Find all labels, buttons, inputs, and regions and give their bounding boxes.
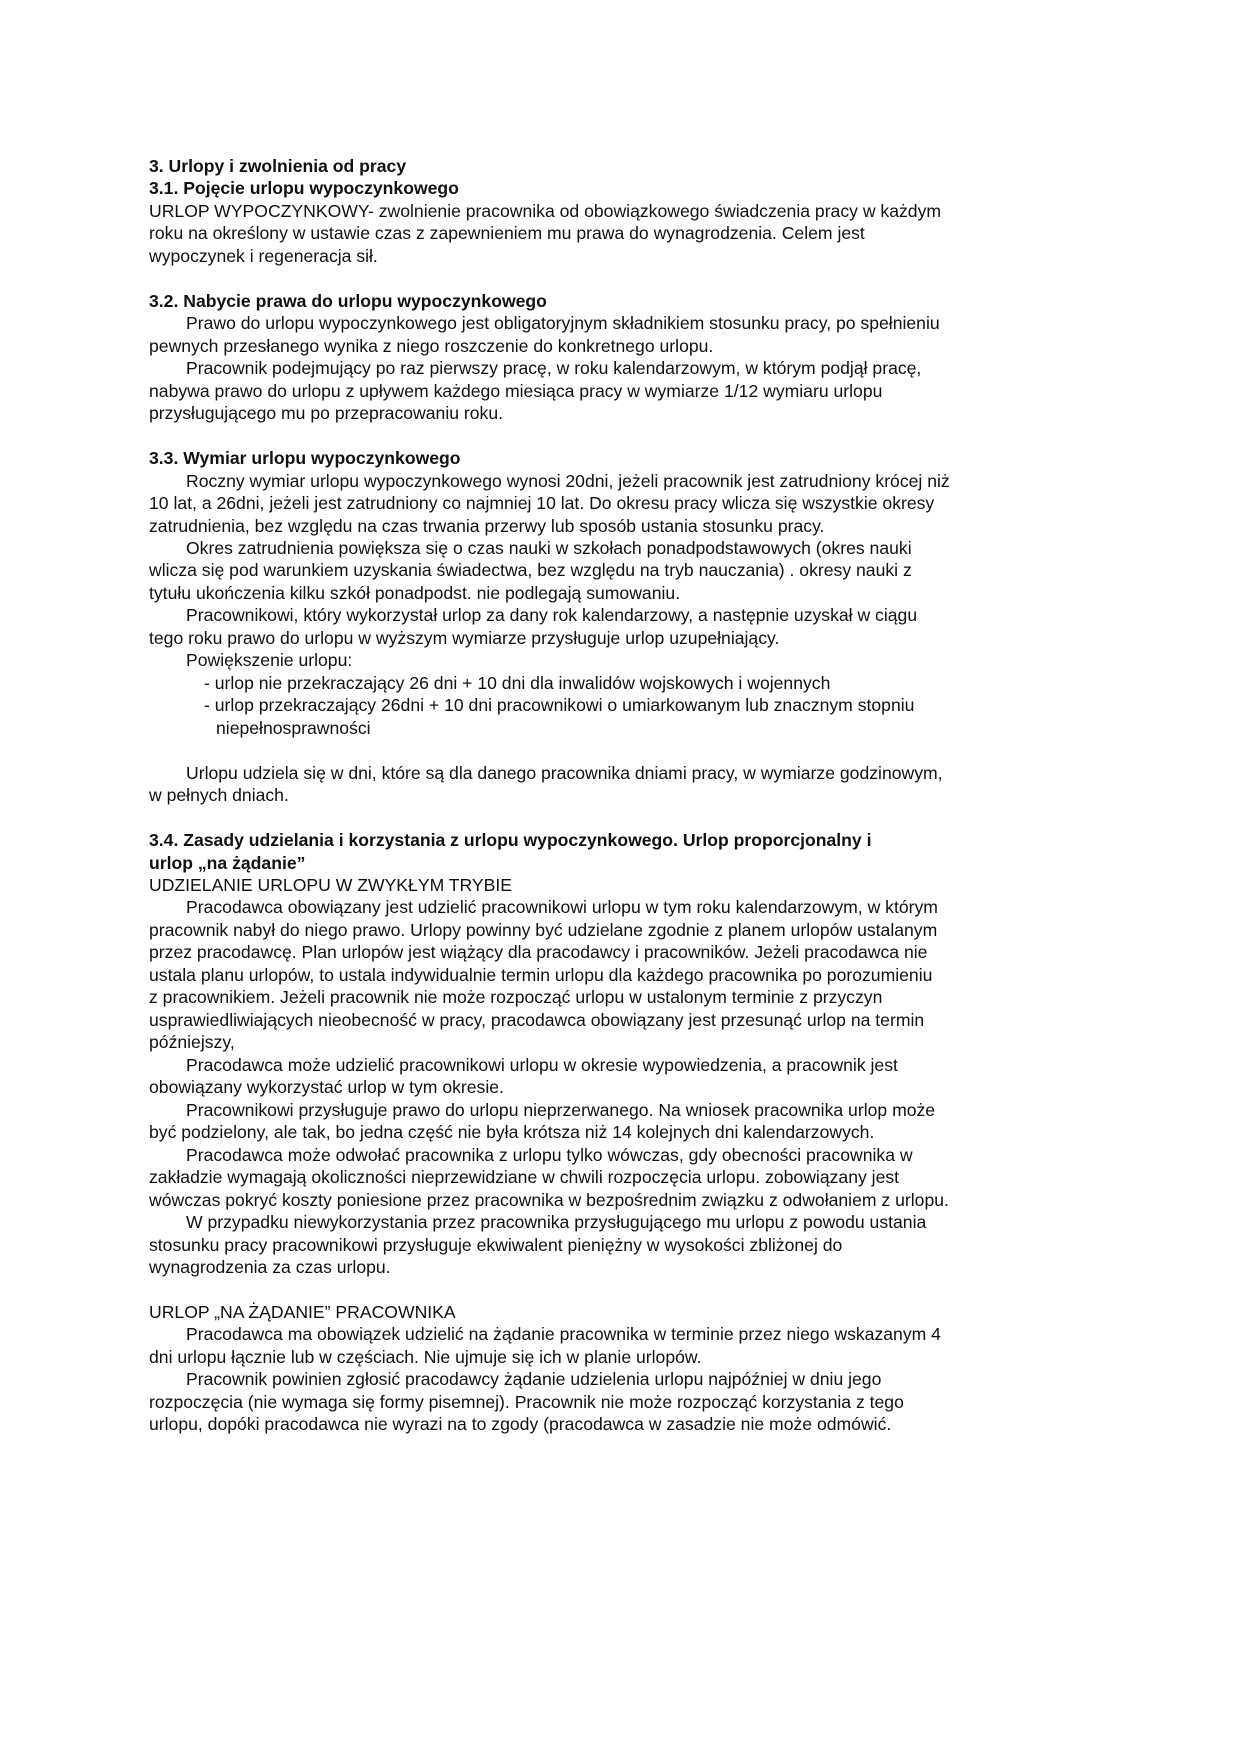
text-line: rozpoczęcia (nie wymaga się formy pisemnej). Pracownik nie może rozpocząć korzystania z tego <box>149 1391 904 1412</box>
text-line: Pracownik podejmujący po raz pierwszy pracę, w roku kalendarzowym, w którym podjął pracę, <box>186 358 922 379</box>
text-line: ustala planu urlopów, to ustala indywidualnie termin urlopu dla każdego pracownika po porozumieniu <box>149 964 933 985</box>
blank-line <box>149 807 1109 829</box>
text-line: przysługującego mu po przepracowaniu roku. <box>149 403 504 424</box>
bullet-item: - urlop nie przekraczający 26 dni + 10 dni dla inwalidów wojskowych i wojennych <box>204 672 831 693</box>
text-line: Pracodawca może udzielić pracownikowi urlopu w okresie wypowiedzenia, a pracownik jest <box>186 1054 898 1075</box>
text-line: obowiązany wykorzystać urlop w tym okresie. <box>149 1077 504 1098</box>
text-line: wówczas pokryć koszty poniesione przez pracownika w bezpośrednim związku z odwołaniem z urlopu. <box>149 1189 949 1210</box>
text-line: Prawo do urlopu wypoczynkowego jest obligatoryjnym składnikiem stosunku pracy, po spełnieniu <box>186 313 940 334</box>
text-line: URLOP „NA ŻĄDANIE” PRACOWNIKA <box>149 1301 456 1322</box>
text-line: 10 lat, a 26dni, jeżeli jest zatrudniony co najmniej 10 lat. Do okresu pracy wlicza się wszystkie okresy <box>149 493 935 514</box>
text-line: wynagrodzenia za czas urlopu. <box>149 1256 391 1277</box>
text-line: Okres zatrudnienia powiększa się o czas nauki w szkołach ponadpodstawowych (okres nauki <box>186 537 912 558</box>
text-line: Pracownikowi, który wykorzystał urlop za dany rok kalendarzowy, a następnie uzyskał w ciągu <box>186 605 918 626</box>
bullet-item: - urlop przekraczający 26dni + 10 dni pracownikowi o umiarkowanym lub znacznym stopniu <box>204 695 915 716</box>
text-line: Urlopu udziela się w dni, które są dla danego pracownika dniami pracy, w wymiarze godzinowym, <box>186 762 943 783</box>
text-line: Pracodawca obowiązany jest udzielić pracownikowi urlopu w tym roku kalendarzowym, w którym <box>186 897 938 918</box>
text-line: stosunku pracy pracownikowi przysługuje ekwiwalent pieniężny w wysokości zbliżonej do <box>149 1234 843 1255</box>
text-line: Roczny wymiar urlopu wypoczynkowego wynosi 20dni, jeżeli pracownik jest zatrudniony krócej niż <box>186 470 950 491</box>
text-line: Pracownikowi przysługuje prawo do urlopu nieprzerwanego. Na wniosek pracownika urlop może <box>186 1099 936 1120</box>
section-heading: 3.4. Zasady udzielania i korzystania z urlopu wypoczynkowego. Urlop proporcjonalny i <box>149 830 872 851</box>
section-heading: 3.1. Pojęcie urlopu wypoczynkowego <box>149 178 459 199</box>
text-line: W przypadku niewykorzystania przez pracownika przysługującego mu urlopu z powodu ustania <box>186 1212 927 1233</box>
text-line: roku na określony w ustawie czas z zapewnieniem mu prawa do wynagrodzenia. Celem jest <box>149 223 865 244</box>
text-line: Pracownik powinien zgłosić pracodawcy żądanie udzielenia urlopu najpóźniej w dniu jego <box>186 1369 882 1390</box>
section-heading: urlop „na żądanie” <box>149 852 306 873</box>
text-line: późniejszy, <box>149 1032 235 1053</box>
text-line: przez pracodawcę. Plan urlopów jest wiążący dla pracodawcy i pracowników. Jeżeli pracodawca nie <box>149 942 928 963</box>
section-heading: 3. Urlopy i zwolnienia od pracy <box>149 156 407 176</box>
document-page <box>149 155 1109 1436</box>
blank-line <box>149 1278 1109 1300</box>
section-heading: 3.3. Wymiar urlopu wypoczynkowego <box>149 448 461 469</box>
text-line: niepełnosprawności <box>216 717 371 738</box>
blank-line <box>149 739 1109 761</box>
text-line: być podzielony, ale tak, bo jedna część nie była krótsza niż 14 kolejnych dni kalendarzowych. <box>149 1122 875 1143</box>
text-line: z pracownikiem. Jeżeli pracownik nie może rozpocząć urlopu w ustalonym terminie z przyczyn <box>149 987 883 1008</box>
text-line: nabywa prawo do urlopu z upływem każdego miesiąca pracy w wymiarze 1/12 wymiaru urlopu <box>149 380 883 401</box>
text-line: Pracodawca ma obowiązek udzielić na żądanie pracownika w terminie przez niego wskazanym 4 <box>186 1324 941 1345</box>
text-line: tytułu ukończenia kilku szkół ponadpodst. nie podlegają sumowaniu. <box>149 582 681 603</box>
section-heading: 3.2. Nabycie prawa do urlopu wypoczynkowego <box>149 290 547 311</box>
text-line: zakładzie wymagają okoliczności nieprzewidziane w chwili rozpoczęcia urlopu. zobowiązany jest <box>149 1167 900 1188</box>
blank-line <box>149 425 1109 447</box>
blank-line <box>149 267 1109 289</box>
text-line: zatrudnienia, bez względu na czas trwania przerwy lub sposób ustania stosunku pracy. <box>149 515 825 536</box>
text-line: pewnych przesłanego wynika z niego roszczenie do konkretnego urlopu. <box>149 335 714 356</box>
text-line: Powiększenie urlopu: <box>186 650 353 671</box>
text-line: urlopu, dopóki pracodawca nie wyrazi na to zgody (pracodawca w zasadzie nie może odmówić. <box>149 1414 892 1435</box>
text-line: tego roku prawo do urlopu w wyższym wymiarze przysługuje urlop uzupełniający. <box>149 627 780 648</box>
text-line: wypoczynek i regeneracja sił. <box>149 245 378 266</box>
text-line: usprawiedliwiających nieobecność w pracy, pracodawca obowiązany jest przesunąć urlop na termin <box>149 1009 925 1030</box>
text-line: pracownik nabył do niego prawo. Urlopy powinny być udzielane zgodnie z planem urlopów ustalanym <box>149 919 938 940</box>
text-line: wlicza się pod warunkiem uzyskania świadectwa, bez względu na tryb nauczania) . okresy nauki z <box>149 560 912 581</box>
text-line: w pełnych dniach. <box>149 785 289 806</box>
text-line: UDZIELANIE URLOPU W ZWYKŁYM TRYBIE <box>149 875 513 895</box>
text-line: Pracodawca może odwołać pracownika z urlopu tylko wówczas, gdy obecności pracownika w <box>186 1144 913 1165</box>
text-line: URLOP WYPOCZYNKOWY- zwolnienie pracownika od obowiązkowego świadczenia pracy w każdym <box>149 200 942 221</box>
text-line: dni urlopu łącznie lub w częściach. Nie ujmuje się ich w planie urlopów. <box>149 1346 702 1367</box>
